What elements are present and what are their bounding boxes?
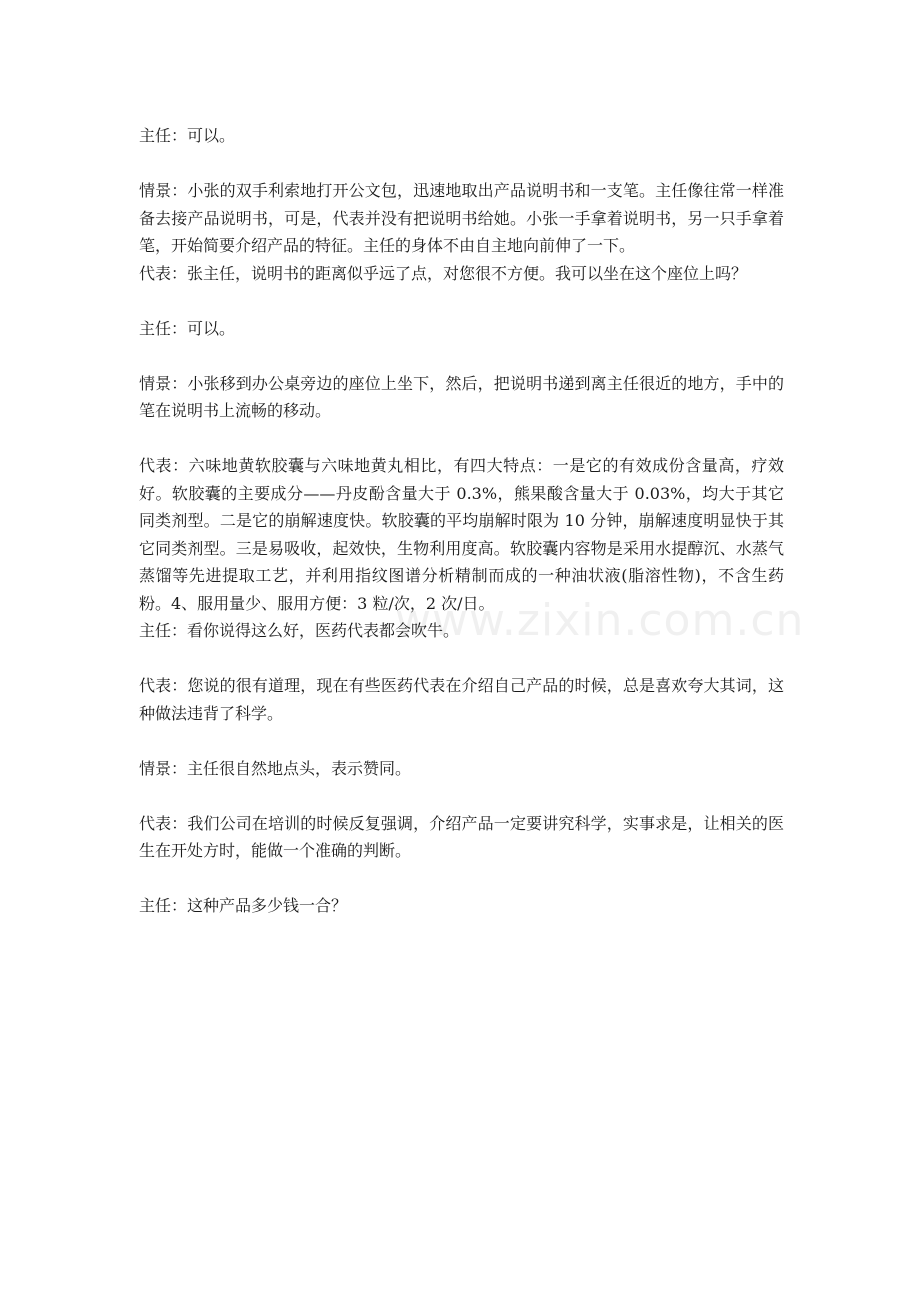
paragraph-director-reply-2: 主任：可以。 — [139, 318, 236, 338]
paragraph-gap — [139, 342, 784, 370]
paragraph-director-doubt: 主任：看你说得这么好，医药代表都会吹牛。 — [139, 621, 460, 640]
paragraph-scene-nod: 情景：主任很自然地点头，表示赞同。 — [139, 758, 412, 778]
dialogue-body — [139, 122, 784, 920]
paragraph-rep-training: 代表：我们公司在培训的时候反复强调，介绍产品一定要讲究科学，实事求是，让相关的医生在开处方时，能做一个准确的判断。 — [139, 813, 784, 860]
paragraph-rep-agree: 代表：您说的很有道理，现在有些医药代表在介绍自己产品的时候，总是喜欢夸大其词，这种做法违背了科学。 — [139, 676, 784, 723]
paragraph-gap — [139, 865, 784, 893]
paragraph-gap — [139, 287, 784, 315]
paragraph-director-reply-1: 主任：可以。 — [139, 126, 236, 145]
paragraph-scene-sit-down: 情景：小张移到办公桌旁边的座位上坐下，然后，把说明书递到离主任很近的地方，手中的笔在说明书上流畅的移动。 — [139, 373, 784, 420]
paragraph-rep-seat-request: 代表：张主任，说明书的距离似乎远了点，对您很不方便。我可以坐在这个座位上吗？ — [139, 263, 748, 283]
paragraph-director-price-question: 主任：这种产品多少钱一合？ — [139, 896, 348, 915]
paragraph-gap — [139, 150, 784, 178]
paragraph-rep-product-features: 代表：六味地黄软胶囊与六味地黄丸相比，有四大特点：一是它的有效成份含量高，疗效好。软胶囊的主要成分——丹皮酚含量大于 0.3%，熊果酸含量大于 0.03%，均大于其它同类剂型。二是它的崩解速度快。软胶囊的平均崩解时限为 10 分钟，崩解速度明显快于其它同类剂型。三是易吸收，起效快，生物利用度高。软胶囊内容物是采用水提醇沉、水蒸气蒸馏等先进提取工艺，并利用指纹图谱分析精制而成的一种油状液(脂溶性物)，不含生药粉。4、服用量少、服用方便：3 粒/次，2 次/日。 — [139, 456, 784, 613]
paragraph-scene-briefcase: 情景：小张的双手利索地打开公文包，迅速地取出产品说明书和一支笔。主任像往常一样准备去接产品说明书，可是，代表并没有把说明书给她。小张一手拿着说明书，另一只手拿着笔，开始简要介绍产品的特征。主任的身体不由自主地向前伸了一下。 — [139, 181, 784, 255]
watermark-text: www.zixin.com.cn — [395, 595, 805, 646]
paragraph-gap — [139, 425, 784, 453]
paragraph-gap — [139, 727, 784, 755]
paragraph-gap — [139, 645, 784, 673]
paragraph-gap — [139, 782, 784, 810]
